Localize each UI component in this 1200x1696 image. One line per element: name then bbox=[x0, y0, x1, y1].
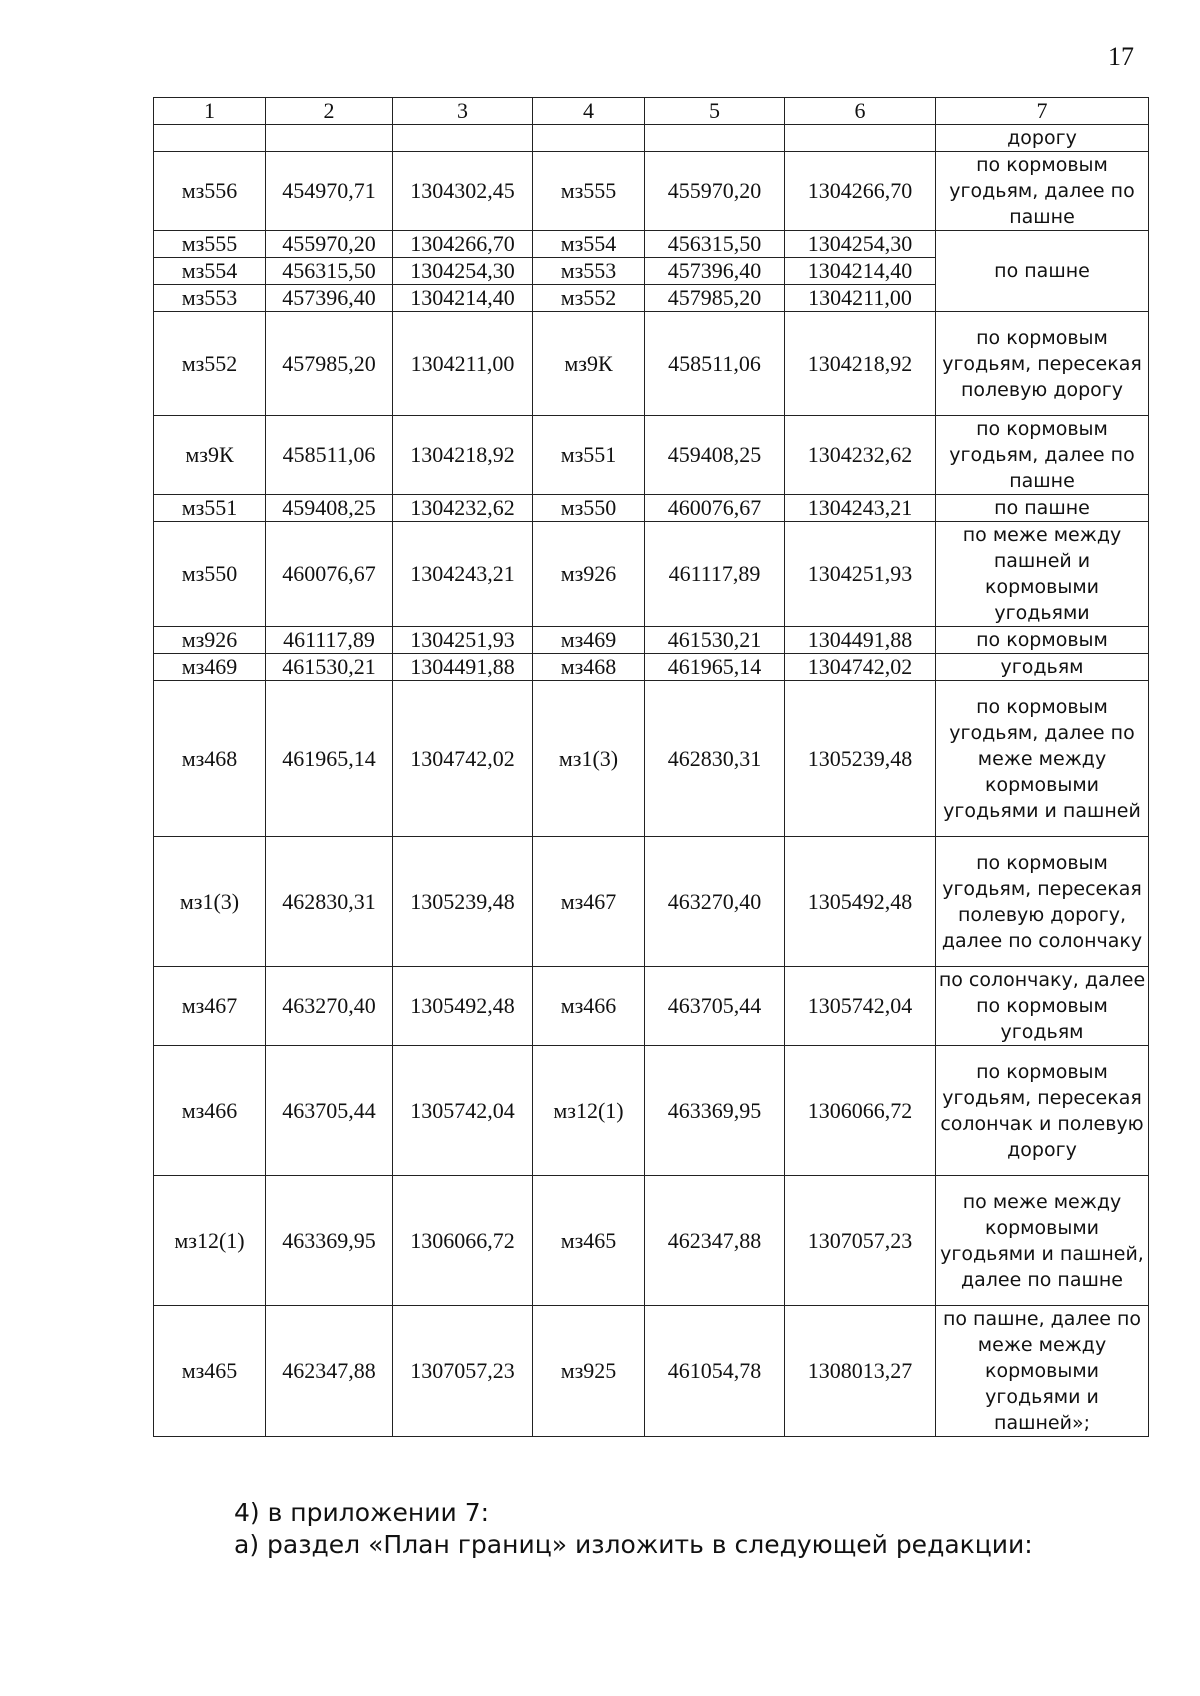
x-to: 460076,67 bbox=[645, 495, 785, 522]
y-from: 1304232,62 bbox=[393, 495, 533, 522]
boundary-description: по солончаку, далее по кормовым угодьям bbox=[936, 967, 1149, 1046]
point-to: мз925 bbox=[533, 1306, 645, 1437]
x-from: 458511,06 bbox=[266, 416, 393, 495]
x-to: 463369,95 bbox=[645, 1046, 785, 1176]
x-to: 458511,06 bbox=[645, 312, 785, 416]
column-number: 5 bbox=[645, 98, 785, 125]
table-row bbox=[154, 495, 1149, 522]
x-from: 461530,21 bbox=[266, 654, 393, 681]
x-from: 457985,20 bbox=[266, 312, 393, 416]
point-from: мз466 bbox=[154, 1046, 266, 1176]
table-row bbox=[154, 312, 1149, 416]
column-number: 4 bbox=[533, 98, 645, 125]
table-row bbox=[154, 1046, 1149, 1176]
y-from: 1306066,72 bbox=[393, 1176, 533, 1306]
x-from: 462347,88 bbox=[266, 1306, 393, 1437]
point-to: мз466 bbox=[533, 967, 645, 1046]
y-from: 1304243,21 bbox=[393, 522, 533, 627]
point-to: мз551 bbox=[533, 416, 645, 495]
boundary-description: по кормовым угодьям, пересекая полевую дорогу bbox=[936, 312, 1149, 416]
point-to: мз12(1) bbox=[533, 1046, 645, 1176]
y-to: 1307057,23 bbox=[785, 1176, 936, 1306]
x-to: 457985,20 bbox=[645, 285, 785, 312]
y-from: 1304302,45 bbox=[393, 152, 533, 231]
table-row bbox=[154, 1306, 1149, 1437]
table-row bbox=[154, 1176, 1149, 1306]
boundary-coordinates-table bbox=[153, 97, 1149, 1437]
x-from: 459408,25 bbox=[266, 495, 393, 522]
x-from: 463705,44 bbox=[266, 1046, 393, 1176]
point-from: мз12(1) bbox=[154, 1176, 266, 1306]
paragraph-section-plan: а) раздел «План границ» изложить в следующей редакции: bbox=[234, 1530, 1033, 1559]
point-to: мз552 bbox=[533, 285, 645, 312]
y-to: 1304254,30 bbox=[785, 231, 936, 258]
table-header-row bbox=[154, 98, 1149, 125]
x-to: 461530,21 bbox=[645, 627, 785, 654]
table-row bbox=[154, 654, 1149, 681]
point-from: мз553 bbox=[154, 285, 266, 312]
point-to: мз1(3) bbox=[533, 681, 645, 837]
column-number: 1 bbox=[154, 98, 266, 125]
table-row bbox=[154, 967, 1149, 1046]
continuation-note: дорогу bbox=[936, 125, 1149, 152]
x-to: 462347,88 bbox=[645, 1176, 785, 1306]
y-from: 1304742,02 bbox=[393, 681, 533, 837]
boundary-description: по кормовым угодьям, далее по меже между кормовыми угодьями и пашней bbox=[936, 681, 1149, 837]
y-from: 1304218,92 bbox=[393, 416, 533, 495]
x-to: 461965,14 bbox=[645, 654, 785, 681]
boundary-description: по пашне bbox=[936, 231, 1149, 312]
y-to: 1304742,02 bbox=[785, 654, 936, 681]
column-number: 2 bbox=[266, 98, 393, 125]
continuation-row bbox=[154, 125, 1149, 152]
table-row bbox=[154, 837, 1149, 967]
table-row bbox=[154, 522, 1149, 627]
point-from: мз550 bbox=[154, 522, 266, 627]
point-from: мз467 bbox=[154, 967, 266, 1046]
boundary-description: угодьям bbox=[936, 654, 1149, 681]
point-from: мз469 bbox=[154, 654, 266, 681]
point-to: мз550 bbox=[533, 495, 645, 522]
y-from: 1307057,23 bbox=[393, 1306, 533, 1437]
point-to: мз467 bbox=[533, 837, 645, 967]
point-from: мз555 bbox=[154, 231, 266, 258]
y-from: 1304214,40 bbox=[393, 285, 533, 312]
x-to: 462830,31 bbox=[645, 681, 785, 837]
point-to: мз555 bbox=[533, 152, 645, 231]
x-from: 456315,50 bbox=[266, 258, 393, 285]
table-row bbox=[154, 416, 1149, 495]
boundary-description: по кормовым угодьям, пересекая полевую дорогу, далее по солончаку bbox=[936, 837, 1149, 967]
x-from: 461965,14 bbox=[266, 681, 393, 837]
column-number: 6 bbox=[785, 98, 936, 125]
table-row bbox=[154, 152, 1149, 231]
x-to: 461117,89 bbox=[645, 522, 785, 627]
y-to: 1304218,92 bbox=[785, 312, 936, 416]
page-number: 17 bbox=[1108, 42, 1134, 71]
y-to: 1304211,00 bbox=[785, 285, 936, 312]
boundary-description: по кормовым угодьям, далее по пашне bbox=[936, 416, 1149, 495]
x-from: 457396,40 bbox=[266, 285, 393, 312]
x-to: 463270,40 bbox=[645, 837, 785, 967]
x-to: 456315,50 bbox=[645, 231, 785, 258]
point-from: мз1(3) bbox=[154, 837, 266, 967]
boundary-description: по кормовым угодьям, далее по пашне bbox=[936, 152, 1149, 231]
boundary-description: по меже между кормовыми угодьями и пашней, далее по пашне bbox=[936, 1176, 1149, 1306]
y-from: 1305239,48 bbox=[393, 837, 533, 967]
point-to: мз9К bbox=[533, 312, 645, 416]
y-to: 1305742,04 bbox=[785, 967, 936, 1046]
x-to: 461054,78 bbox=[645, 1306, 785, 1437]
y-to: 1304251,93 bbox=[785, 522, 936, 627]
table-row bbox=[154, 231, 1149, 258]
column-number: 3 bbox=[393, 98, 533, 125]
x-to: 463705,44 bbox=[645, 967, 785, 1046]
boundary-description: по меже между пашней и кормовыми угодьями bbox=[936, 522, 1149, 627]
point-from: мз552 bbox=[154, 312, 266, 416]
point-to: мз553 bbox=[533, 258, 645, 285]
point-from: мз554 bbox=[154, 258, 266, 285]
y-from: 1304251,93 bbox=[393, 627, 533, 654]
table-row bbox=[154, 681, 1149, 837]
y-from: 1305492,48 bbox=[393, 967, 533, 1046]
x-from: 454970,71 bbox=[266, 152, 393, 231]
y-to: 1305239,48 bbox=[785, 681, 936, 837]
y-to: 1304491,88 bbox=[785, 627, 936, 654]
x-from: 463270,40 bbox=[266, 967, 393, 1046]
x-from: 461117,89 bbox=[266, 627, 393, 654]
y-to: 1306066,72 bbox=[785, 1046, 936, 1176]
y-from: 1304266,70 bbox=[393, 231, 533, 258]
x-from: 463369,95 bbox=[266, 1176, 393, 1306]
point-to: мз468 bbox=[533, 654, 645, 681]
paragraph-appendix-7: 4) в приложении 7: bbox=[234, 1498, 490, 1527]
boundary-description: по кормовым bbox=[936, 627, 1149, 654]
boundary-description: по пашне, далее по меже между кормовыми угодьями и пашней»; bbox=[936, 1306, 1149, 1437]
column-number: 7 bbox=[936, 98, 1149, 125]
point-from: мз9К bbox=[154, 416, 266, 495]
x-from: 455970,20 bbox=[266, 231, 393, 258]
boundary-description: по кормовым угодьям, пересекая солончак и полевую дорогу bbox=[936, 1046, 1149, 1176]
x-to: 459408,25 bbox=[645, 416, 785, 495]
y-from: 1304211,00 bbox=[393, 312, 533, 416]
y-to: 1304243,21 bbox=[785, 495, 936, 522]
point-from: мз468 bbox=[154, 681, 266, 837]
y-from: 1305742,04 bbox=[393, 1046, 533, 1176]
x-from: 460076,67 bbox=[266, 522, 393, 627]
y-to: 1304232,62 bbox=[785, 416, 936, 495]
y-to: 1304266,70 bbox=[785, 152, 936, 231]
point-to: мз926 bbox=[533, 522, 645, 627]
point-from: мз926 bbox=[154, 627, 266, 654]
point-from: мз465 bbox=[154, 1306, 266, 1437]
point-to: мз554 bbox=[533, 231, 645, 258]
x-to: 457396,40 bbox=[645, 258, 785, 285]
table-row bbox=[154, 627, 1149, 654]
x-from: 462830,31 bbox=[266, 837, 393, 967]
y-to: 1305492,48 bbox=[785, 837, 936, 967]
point-to: мз469 bbox=[533, 627, 645, 654]
y-from: 1304491,88 bbox=[393, 654, 533, 681]
point-from: мз551 bbox=[154, 495, 266, 522]
point-to: мз465 bbox=[533, 1176, 645, 1306]
y-to: 1308013,27 bbox=[785, 1306, 936, 1437]
x-to: 455970,20 bbox=[645, 152, 785, 231]
y-to: 1304214,40 bbox=[785, 258, 936, 285]
boundary-description: по пашне bbox=[936, 495, 1149, 522]
point-from: мз556 bbox=[154, 152, 266, 231]
y-from: 1304254,30 bbox=[393, 258, 533, 285]
